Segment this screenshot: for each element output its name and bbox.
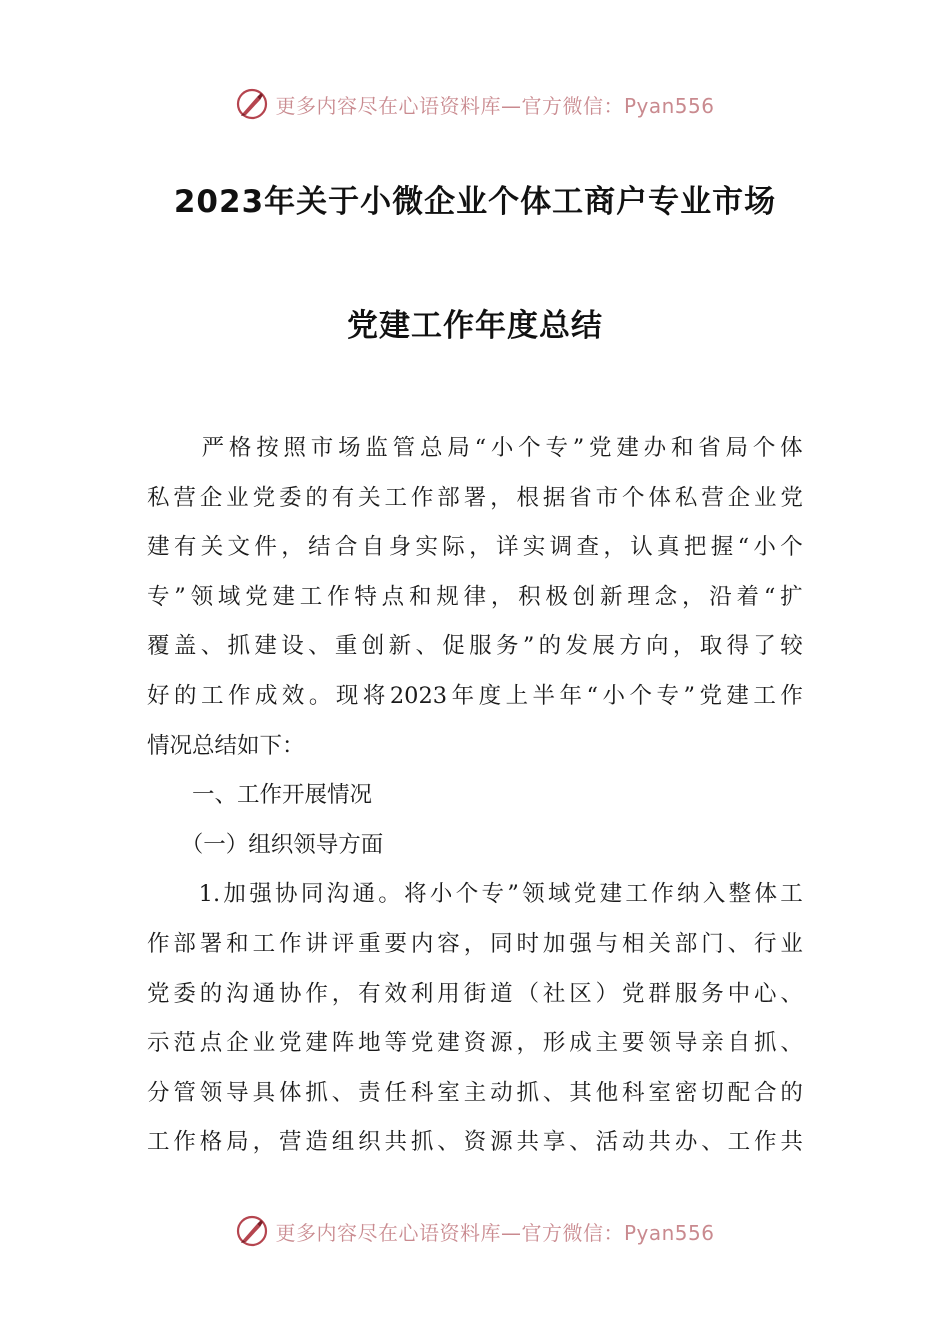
- footer-watermark: [0, 1211, 950, 1251]
- body-line-13: 示 范 点 企 业 党 建 阵 地 等 党 建 资 源 ， 形 成 主 要 领 导 亲 自 抓 、: [147, 1030, 803, 1057]
- watermark-text: 更多内容尽在心语资料库—官方微信：Pyan556: [275, 93, 715, 118]
- watermark-text: 更多内容尽在心语资料库—官方微信：Pyan556: [275, 1220, 715, 1245]
- body-line-3: 建 有 关 文 件 ， 结 合 自 身 实 际 ， 详 实 调 查 ， 认 真 把 握 “ 小 个: [147, 534, 803, 561]
- body-line-7: 情况总结如下：: [147, 732, 305, 759]
- body-line-11: 作 部 署 和 工 作 讲 评 重 要 内 容 ， 同 时 加 强 与 相 关 部 门 、 行 业: [147, 931, 803, 957]
- body-line-15: 工 作 格 局 ， 营 造 组 织 共 抓 、 资 源 共 享 、 活 动 共 办 、 工 作 共: [147, 1129, 803, 1156]
- body-line-12: 党 委 的 沟 通 协 作 ， 有 效 利 用 街 道 （ 社 区 ） 党 群 服 务 中 心 、: [147, 980, 803, 1007]
- document-title-line-1: 2023年关于小微企业个体工商户专业市场: [173, 184, 777, 220]
- body-line-10: 1. 加 强 协 同 沟 通 。 将 小 个 专 ” 领 域 党 建 工 作 纳 入 整 体 工: [198, 881, 803, 908]
- body-line-5: 覆 盖 、 抓 建 设 、 重 创 新 、 促 服 务 ” 的 发 展 方 向 ， 取 得 了 较: [147, 633, 803, 660]
- subsection-heading-1: （一）组织领导方面: [147, 831, 384, 858]
- body-line-14: 分 管 领 导 具 体 抓 、 责 任 科 室 主 动 抓 、 其 他 科 室 密 切 配 合 的: [147, 1079, 803, 1106]
- pen-seal-icon: [235, 87, 269, 121]
- document-title-line-2: 党建工作年度总结: [347, 308, 603, 344]
- body-line-6: 好 的 工 作 成 效 。 现 将 2023 年 度 上 半 年 “ 小 个 专 ” 党 建 工 作: [147, 683, 803, 709]
- pen-seal-icon: [235, 1214, 269, 1248]
- body-line-4: 专 ” 领 域 党 建 工 作 特 点 和 规 律 ， 积 极 创 新 理 念 ， 沿 着 “ 扩: [147, 583, 803, 610]
- body-line-2: 私 营 企 业 党 委 的 有 关 工 作 部 署 ， 根 据 省 市 个 体 私 营 企 业 党: [147, 484, 803, 511]
- body-line-1: 严 格 按 照 市 场 监 管 总 局 “ 小 个 专 ” 党 建 办 和 省 局 个 体: [201, 435, 803, 461]
- section-heading-1: 一、工作开展情况: [147, 782, 373, 809]
- header-watermark: [0, 84, 950, 124]
